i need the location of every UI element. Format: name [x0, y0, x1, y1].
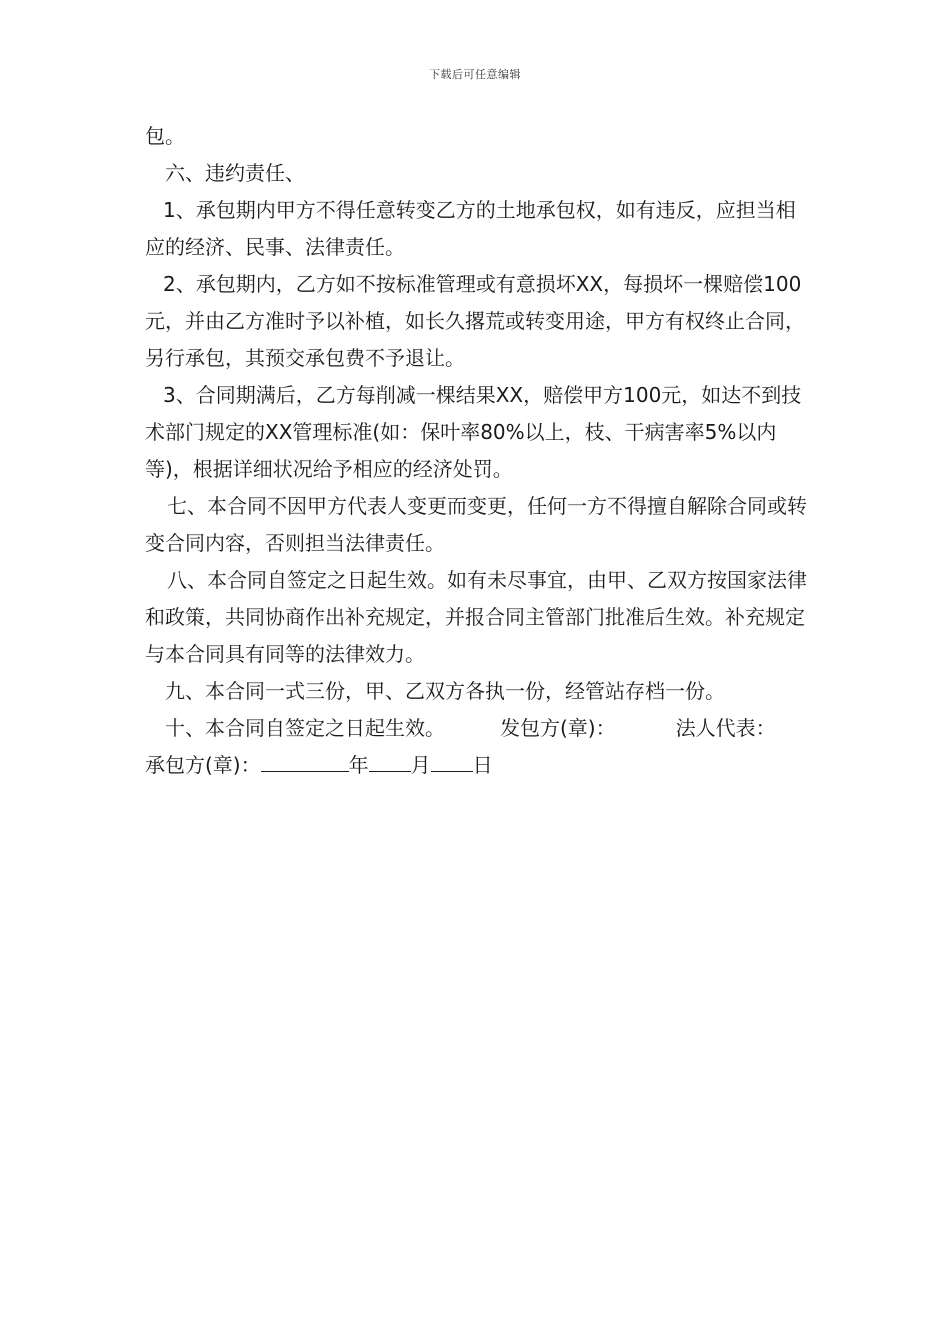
section-eight: 八、本合同自签定之日起生效。如有未尽事宜，由甲、乙双方按国家法律和政策，共同协商作出补充规定，并报合同主管部门批准后生效。补充规定与本合同具有同等的法律效力。 [145, 568, 807, 666]
section-heading-liability: 六、违约责任、 [165, 161, 305, 185]
page-header-note: 下载后可任意编辑 [429, 68, 521, 81]
effective-statement: 十、本合同自签定之日起生效。 [165, 716, 445, 740]
year-label: 年 [348, 753, 369, 777]
contractor-label: 承包方(章)： [145, 753, 261, 777]
contractor-signature-line [145, 747, 810, 784]
issuer-label: 发包方(章)： [500, 716, 616, 740]
day-blank [431, 751, 473, 772]
day-label: 日 [472, 753, 493, 777]
clause-1: 1、承包期内甲方不得任意转变乙方的土地承包权，如有违反，应担当相应的经济、民事、法律责任。 [145, 198, 796, 259]
clause-3: 3、合同期满后，乙方每削减一棵结果XX，赔偿甲方100元，如达不到技术部门规定的XX管理标准(如：保叶率80%以上，枝、干病害率5%以内等)，根据详细状况给予相应的经济处罚。 [145, 383, 802, 481]
section-nine: 九、本合同一式三份，甲、乙双方各执一份，经管站存档一份。 [165, 679, 725, 703]
legal-rep-label: 法人代表： [675, 716, 776, 740]
clause-2: 2、承包期内，乙方如不按标准管理或有意损坏XX，每损坏一棵赔偿100元，并由乙方准时予以补植，如长久撂荒或转变用途，甲方有权终止合同，另行承包，其预交承包费不予退让。 [145, 272, 805, 370]
section-ten [145, 710, 810, 747]
section-seven: 七、本合同不因甲方代表人变更而变更，任何一方不得擅自解除合同或转变合同内容，否则担当法律责任。 [145, 494, 807, 555]
month-label: 月 [410, 753, 431, 777]
paragraph-continuation: 包。 [145, 124, 185, 148]
month-blank [369, 751, 411, 772]
document-body [145, 118, 810, 784]
signature-blank [261, 751, 349, 772]
